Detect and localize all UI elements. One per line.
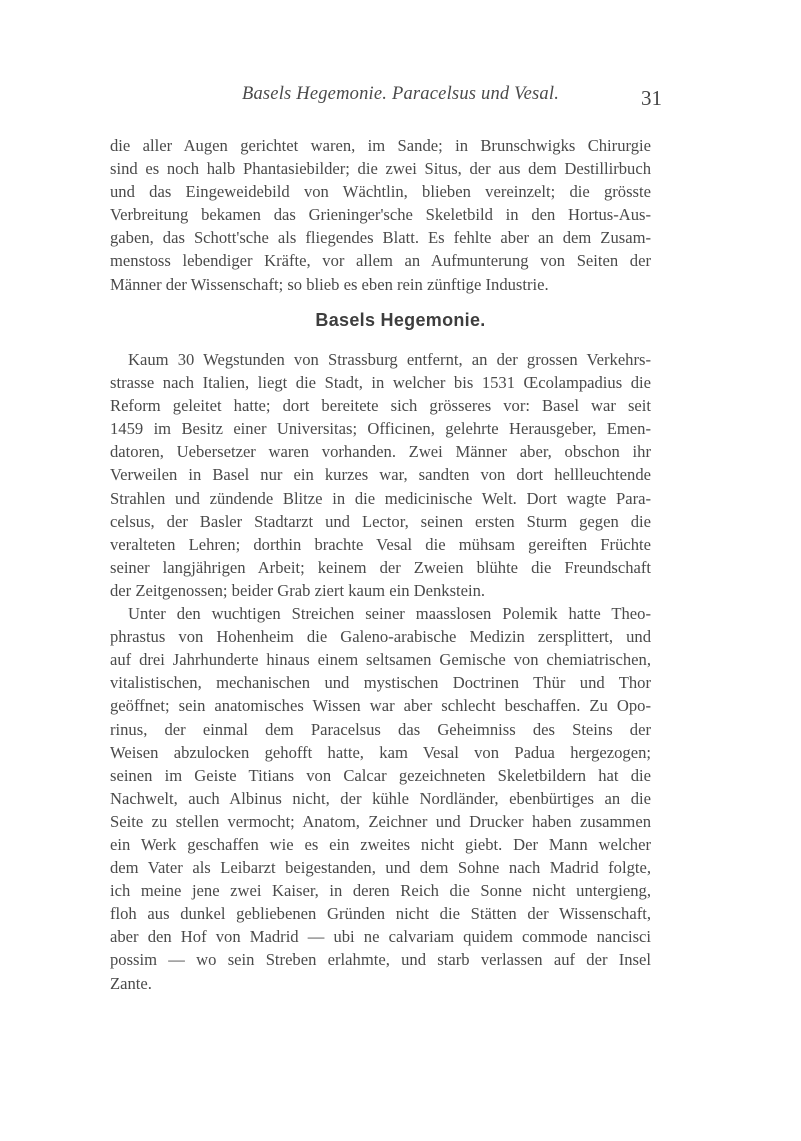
text-line: gaben, das Schott'sche als fliegendes Blatt. Es fehlte aber an dem Zusam-: [110, 228, 651, 248]
text-line: possim — wo sein Streben erlahmte, und starb verlassen auf der Insel: [110, 950, 651, 970]
text-line: menstoss lebendiger Kräfte, vor allem an Aufmunterung von Seiten der: [110, 251, 651, 271]
text-line: phrastus von Hohenheim die Galeno-arabische Medizin zersplittert, und: [110, 627, 651, 647]
text-line: Reform geleitet hatte; dort bereitete sich grösseres vor: Basel war seit: [110, 396, 651, 416]
text-line: ein Werk geschaffen wie es ein zweites nicht giebt. Der Mann welcher: [110, 834, 651, 854]
text-line: Verbreitung bekamen das Grieninger'sche Skeletbild in den Hortus-Aus-: [110, 205, 651, 225]
text-line: der Zeitgenossen; beider Grab ziert kaum ein Denkstein.: [110, 580, 486, 600]
text-line: seinen im Geiste Titians von Calcar gezeichneten Skeletbildern hat die: [110, 765, 651, 785]
text-line: dem Vater als Leibarzt beigestanden, und dem Sohne nach Madrid folgte,: [110, 858, 651, 878]
text-line: Zante.: [110, 973, 152, 993]
text-line: seiner langjährigen Arbeit; keinem der Zweien blühte die Freundschaft: [110, 557, 651, 577]
text-line: auf drei Jahrhunderte hinaus einem seltsamen Gemische von chemiatrischen,: [110, 650, 651, 670]
text-line: Männer der Wissenschaft; so blieb es eben rein zünftige Industrie.: [110, 274, 549, 294]
body-text: [110, 348, 651, 995]
text-line: Weisen abzulocken gehofft hatte, kam Vesal von Padua hergezogen;: [110, 742, 651, 762]
section-heading: Basels Hegemonie.: [315, 310, 486, 330]
text-line: rinus, der einmal dem Paracelsus das Geheimniss des Steins der: [110, 719, 651, 739]
running-title: Basels Hegemonie. Paracelsus und Vesal.: [241, 84, 560, 104]
text-line: und das Eingeweidebild von Wächtlin, blieben vereinzelt; die grösste: [110, 182, 651, 202]
text-line: geöffnet; sein anatomisches Wissen war aber schlecht beschaffen. Zu Opo-: [110, 696, 651, 716]
text-line: Strahlen und zündende Blitze in die medicinische Welt. Dort wagte Para-: [110, 488, 651, 508]
text-line: veralteten Lehren; dorthin brachte Vesal die mühsam gereiften Früchte: [110, 534, 651, 554]
text-line: Nachwelt, auch Albinus nicht, der kühle Nordländer, ebenbürtiges an die: [110, 788, 651, 808]
text-line: celsus, der Basler Stadtarzt und Lector, seinen ersten Sturm gegen die: [110, 511, 651, 531]
text-line: Seite zu stellen vermocht; Anatom, Zeichner und Drucker haben zusammen: [110, 811, 651, 831]
page-number: 31: [641, 86, 662, 110]
running-head: [0, 84, 801, 108]
text-line: 1459 im Besitz einer Universitas; Officinen, gelehrte Herausgeber, Emen-: [110, 419, 651, 439]
text-line: aber den Hof von Madrid — ubi ne calvariam quidem commode nancisci: [110, 927, 651, 947]
text-line: Verweilen in Basel nur ein kurzes war, sandten von dort hellleuchtende: [110, 465, 651, 485]
text-line: strasse nach Italien, liegt die Stadt, in welcher bis 1531 Œcolampadius die: [110, 373, 651, 393]
text-line: sind es noch halb Phantasiebilder; die zwei Situs, der aus dem Destillirbuch: [110, 159, 651, 179]
intro-paragraph: [110, 134, 651, 296]
text-line: Kaum 30 Wegstunden von Strassburg entfernt, an der grossen Verkehrs-: [128, 350, 651, 369]
text-line: floh aus dunkel gebliebenen Gründen nicht die Stätten der Wissenschaft,: [110, 904, 651, 924]
text-line: vitalistischen, mechanischen und mystischen Doctrinen Thür und Thor: [110, 673, 651, 693]
text-line: datoren, Uebersetzer waren vorhanden. Zwei Männer aber, obschon ihr: [110, 442, 651, 462]
text-line: die aller Augen gerichtet waren, im Sande; in Brunschwigks Chirurgie: [110, 136, 651, 155]
text-line: ich meine jene zwei Kaiser, in deren Reich die Sonne nicht untergieng,: [110, 881, 651, 901]
text-line: Unter den wuchtigen Streichen seiner maasslosen Polemik hatte Theo-: [128, 604, 651, 624]
